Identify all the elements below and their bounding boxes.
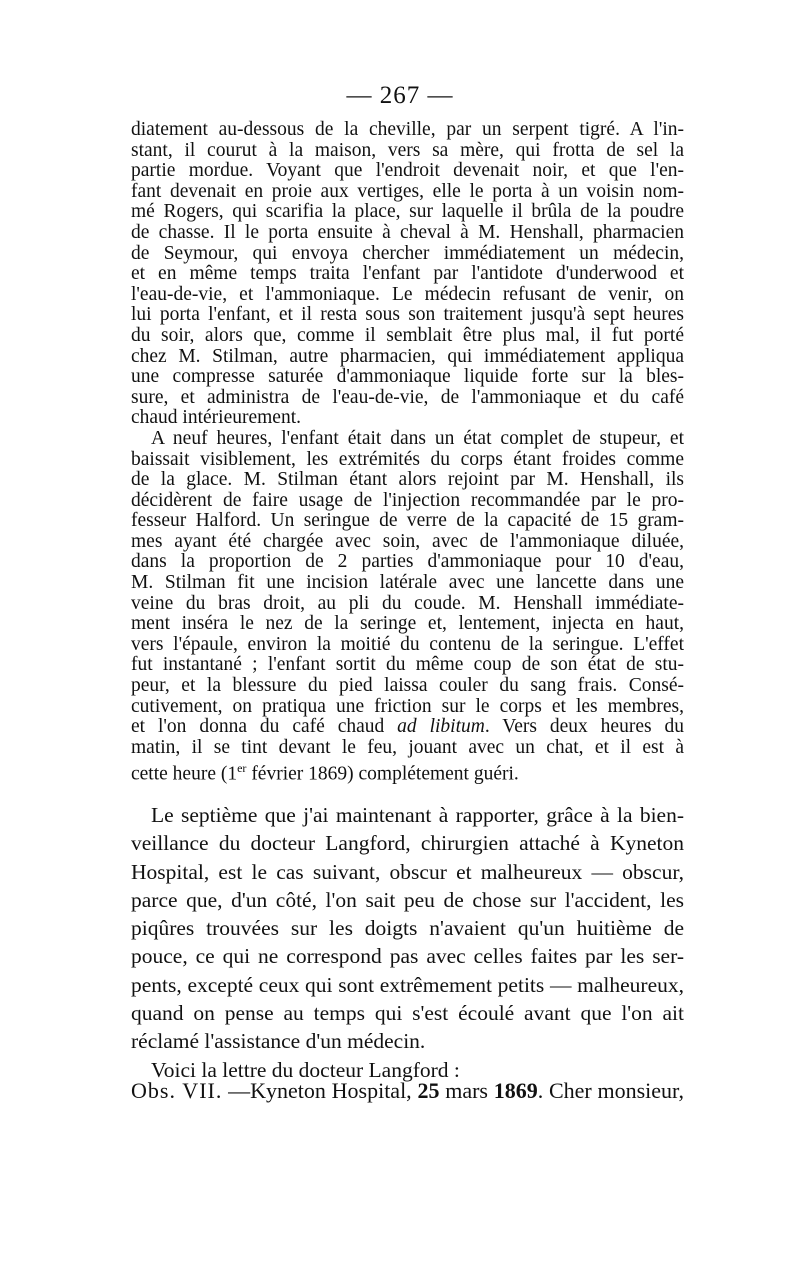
text-line: ment inséra le nez de la seringe et, lentement, injecta en haut,: [131, 613, 684, 635]
text-line: et en même temps traita l'enfant par l'antidote d'underwood et: [131, 263, 684, 285]
text-line: Voici la lettre du docteur Langford :: [151, 1057, 460, 1082]
paragraph-3: [131, 801, 684, 1056]
text-line: mé Rogers, qui scarifia la place, sur laquelle il brûla de la poudre: [131, 201, 684, 223]
text-line: sure, et administra de l'eau-de-vie, de l'ammoniaque et du café: [131, 386, 684, 408]
text-line: de Seymour, qui envoya chercher immédiatement un médecin,: [131, 242, 684, 264]
text-fragment: . Cher monsieur,: [537, 1078, 685, 1103]
text-line: piqûres trouvées sur les doigts n'avaient qu'un huitième de: [131, 916, 684, 941]
text-line: décidèrent de faire usage de l'injection recommandée par le pro-: [131, 489, 684, 511]
text-fragment: cette heure (1: [131, 763, 238, 785]
text-line: l'eau-de-vie, et l'ammoniaque. Le médecin refusant de venir, on: [131, 283, 684, 305]
text-line: quand on pense au temps qui s'est écoulé avant que l'on ait: [131, 1001, 684, 1026]
observation-day: 25: [417, 1078, 440, 1103]
text-line: parce que, d'un côté, l'on sait peu de chose sur l'accident, les: [131, 887, 684, 912]
paragraph-2: [131, 429, 684, 786]
text-line: Hospital, est le cas suivant, obscur et malheureux — obscur,: [131, 859, 684, 884]
text-line: lui porta l'enfant, et il resta sous son traitement jusqu'à sept heures: [131, 304, 684, 326]
text-line: du soir, alors que, comme il semblait être plus mal, il fut porté: [131, 324, 684, 346]
text-line: réclamé l'assistance d'un médecin.: [131, 1029, 426, 1054]
text-line: veillance du docteur Langford, chirurgien attaché à Kyneton: [131, 831, 684, 856]
superscript: er: [237, 761, 247, 776]
italic-phrase: ad libitum: [397, 716, 485, 738]
text-line: chaud intérieurement.: [131, 407, 302, 429]
text-line: pouce, ce qui ne correspond pas avec celles faites par les ser-: [131, 944, 684, 969]
text-line: peur, et la blessure du pied laissa couler du sang frais. Consé-: [131, 675, 684, 697]
text-line: diatement au-dessous de la cheville, par un serpent tigré. A l'in-: [131, 119, 684, 140]
text-line: de chasse. Il le porta ensuite à cheval à M. Henshall, pharmacien: [131, 221, 684, 243]
text-line: veine du bras droit, au pli du coude. M. Henshall immédiate-: [131, 592, 684, 614]
text-fragment: février 1869) complétement guéri.: [246, 763, 519, 785]
text-line-with-italic: [131, 717, 684, 738]
text-line: partie mordue. Voyant que l'endroit devenait noir, et que l'en-: [131, 160, 684, 182]
text-line: baissait visiblement, les extrémités du corps étant froides comme: [131, 448, 684, 470]
page-number: — 267 —: [346, 82, 454, 109]
text-line: A neuf heures, l'enfant était dans un état complet de stupeur, et: [151, 427, 684, 449]
lower-text-block: [131, 801, 684, 1084]
text-line: de la glace. M. Stilman étant alors rejoint par M. Henshall, ils: [131, 469, 684, 491]
text-line: une compresse saturée d'ammoniaque liquide forte sur la bles-: [131, 366, 684, 388]
text-line: chez M. Stilman, autre pharmacien, qui immédiatement appliqua: [131, 345, 684, 367]
observation-heading: [131, 1078, 684, 1104]
text-line: fant devenait en proie aux vertiges, elle le porta à un voisin nom-: [131, 180, 684, 202]
text-line: fesseur Halford. Un seringue de verre de la capacité de 15 gram-: [131, 510, 684, 532]
text-line: cutivement, on pratiqua une friction sur le corps et les membres,: [131, 695, 684, 717]
text-line: stant, il courut à la maison, vers sa mère, qui frotta de sel la: [131, 139, 684, 161]
text-line: pents, excepté ceux qui sont extrêmement petits — malheureux,: [131, 972, 684, 997]
text-line: Le septième que j'ai maintenant à rapporter, grâce à la bien-: [151, 803, 684, 827]
text-fragment: mars: [439, 1078, 494, 1103]
text-line: M. Stilman fit une incision latérale avec une lancette dans une: [131, 572, 684, 594]
text-line: fut instantané ; l'enfant sortit du même coup de son état de stu-: [131, 654, 684, 676]
text-fragment: —Kyneton Hospital,: [222, 1078, 418, 1103]
text-fragment: et l'on donna du café chaud: [131, 716, 398, 738]
text-line-with-date: [131, 758, 684, 785]
text-line: mes ayant été chargée avec soin, avec de l'ammoniaque diluée,: [131, 530, 684, 552]
text-fragment: . Vers deux heures du: [484, 716, 684, 738]
text-line: matin, il se tint devant le feu, jouant avec un chat, et il est à: [131, 736, 684, 758]
observation-label: Obs. VII.: [131, 1078, 223, 1103]
observation-year: 1869: [493, 1078, 538, 1103]
text-line: vers l'épaule, environ la moitié du contenu de la seringue. L'effet: [131, 633, 684, 655]
upper-text-block: [131, 120, 684, 786]
paragraph-1: [131, 120, 684, 429]
text-line: dans la proportion de 2 parties d'ammoniaque pour 10 d'eau,: [131, 551, 684, 573]
